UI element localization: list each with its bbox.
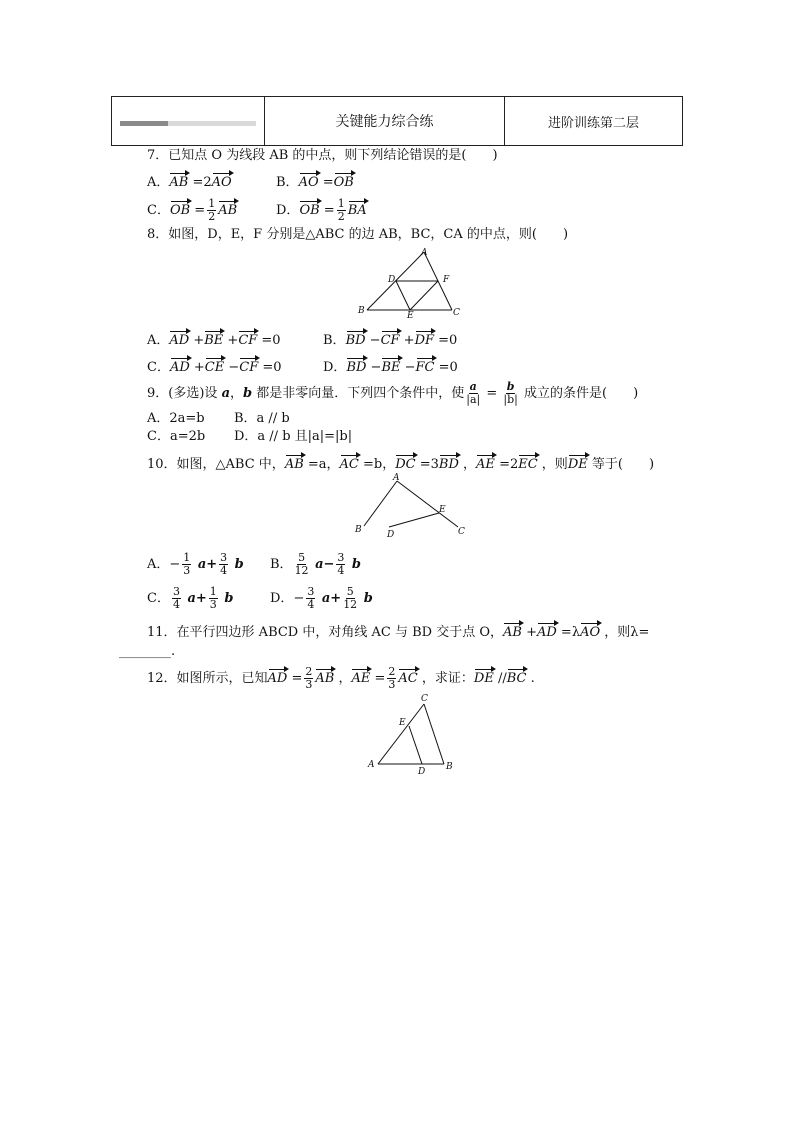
q9-option-a: A．2a=b — [147, 411, 205, 426]
q12-stem: 12．如图所示，已知AD = $\frac{2}{3}$ AB ，AE = $\frac{2}{3}$ AC ，求证：DE //BC . — [147, 665, 535, 691]
q7-option-c: C．OB = $\frac{1}{2}$ AB — [147, 197, 238, 223]
svg-text:A: A — [393, 473, 400, 483]
q10-triangle-figure — [350, 470, 475, 542]
svg-text:F: F — [443, 275, 450, 285]
q12-triangle-figure — [362, 690, 462, 776]
svg-text:B: B — [358, 306, 365, 316]
svg-text:C: C — [421, 694, 428, 704]
q8-option-b: B．BD −CF +DF =0 — [323, 330, 457, 350]
svg-text:D: D — [418, 767, 426, 776]
q11-answer-blank: ________. — [119, 644, 176, 659]
svg-text:B: B — [446, 762, 453, 772]
svg-text:C: C — [453, 308, 460, 318]
q9-option-d: D．a // b 且|a|=|b| — [234, 429, 353, 444]
q7-option-b: B．AO =OB — [276, 172, 354, 192]
header-logo-cell — [112, 97, 265, 145]
section-header — [111, 96, 683, 146]
svg-text:E: E — [439, 505, 446, 515]
q9-option-c: C．a=2b — [147, 429, 206, 444]
header-progress-fill — [120, 121, 168, 126]
q10-stem: 10．如图，△ABC 中，AB =a，AC =b，DC =3BD ，AE =2EC ，则DE 等于( ) — [147, 454, 654, 474]
svg-text:D: D — [388, 275, 396, 285]
q8-option-a: A．AD +BE +CF =0 — [147, 330, 281, 350]
q9-option-b: B．a // b — [234, 411, 290, 426]
svg-text:E: E — [407, 311, 414, 320]
svg-text:C: C — [458, 527, 465, 537]
q8-option-c: C．AD +CE −CF =0 — [147, 357, 282, 377]
svg-text:E: E — [399, 718, 406, 728]
svg-text:D: D — [387, 530, 395, 540]
q7-option-a: A．AB =2AO — [147, 172, 232, 192]
q10-option-a: A．− $\frac{1}{3}$ a+ $\frac{3}{4}$ b — [147, 551, 244, 577]
header-title: 关键能力综合练 — [265, 97, 505, 145]
q8-option-d: D．BD −BE −FC =0 — [323, 357, 458, 377]
q8-triangle-figure — [352, 246, 468, 320]
q9-stem: 9．(多选)设 a，b 都是非零向量．下列四个条件中，使 $\frac{a}{|a|}$ = $\frac{b}{|b|}$ 成立的条件是( ) — [147, 380, 639, 406]
header-level: 进阶训练第二层 — [547, 115, 639, 131]
q7-stem: 7．已知点 O 为线段 AB 的中点，则下列结论错误的是( ) — [147, 148, 498, 163]
q7-option-d: D．OB = $\frac{1}{2}$ BA — [276, 197, 367, 223]
q8-stem: 8．如图，D，E，F 分别是△ABC 的边 AB，BC，CA 的中点，则( ) — [147, 227, 569, 242]
q11-stem: 11．在平行四边形 ABCD 中，对角线 AC 与 BD 交于点 O，AB +AD =λAO ，则λ= — [147, 622, 649, 642]
q10-option-c: C． $\frac{3}{4}$ a+ $\frac{1}{3}$ b — [147, 585, 234, 611]
svg-text:A: A — [368, 760, 375, 770]
q10-option-b: B． $\frac{5}{12}$ a− $\frac{3}{4}$ b — [270, 551, 362, 577]
svg-text:B: B — [355, 525, 362, 535]
q10-option-d: D．− $\frac{3}{4}$ a+ $\frac{5}{12}$ b — [270, 585, 373, 611]
header-progress-bar — [120, 121, 256, 126]
svg-text:A: A — [421, 248, 428, 258]
